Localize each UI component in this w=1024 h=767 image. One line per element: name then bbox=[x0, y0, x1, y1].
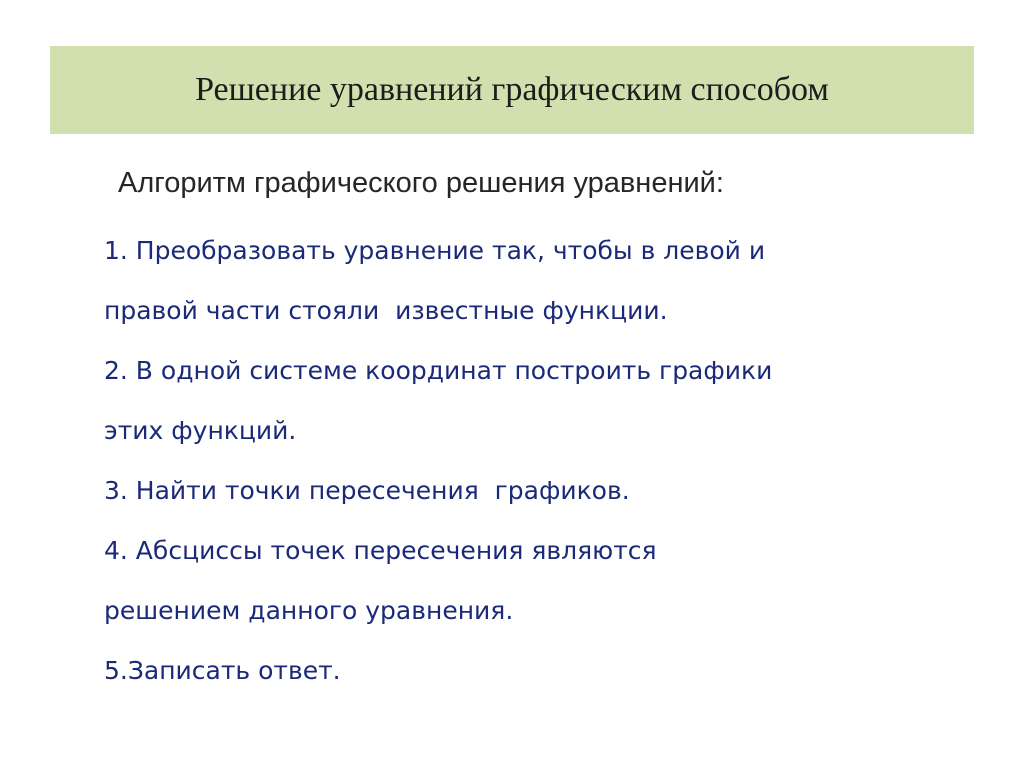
slide-title: Решение уравнений графическим способом bbox=[195, 71, 829, 108]
step-line: 4. Абсциссы точек пересечения являются bbox=[104, 536, 657, 565]
algorithm-steps-list bbox=[104, 221, 772, 701]
step-line: решением данного уравнения. bbox=[104, 596, 514, 625]
step-line: 2. В одной системе координат построить графики bbox=[104, 356, 773, 385]
step-line: этих функций. bbox=[104, 416, 297, 445]
step-line: 1. Преобразовать уравнение так, чтобы в левой и bbox=[104, 236, 766, 265]
step-line: 5.Записать ответ. bbox=[104, 656, 341, 685]
algorithm-heading: Алгоритм графического решения уравнений: bbox=[118, 167, 724, 199]
title-bar bbox=[50, 46, 974, 134]
step-line: правой части стояли известные функции. bbox=[104, 296, 668, 325]
step-line: 3. Найти точки пересечения графиков. bbox=[104, 476, 630, 505]
